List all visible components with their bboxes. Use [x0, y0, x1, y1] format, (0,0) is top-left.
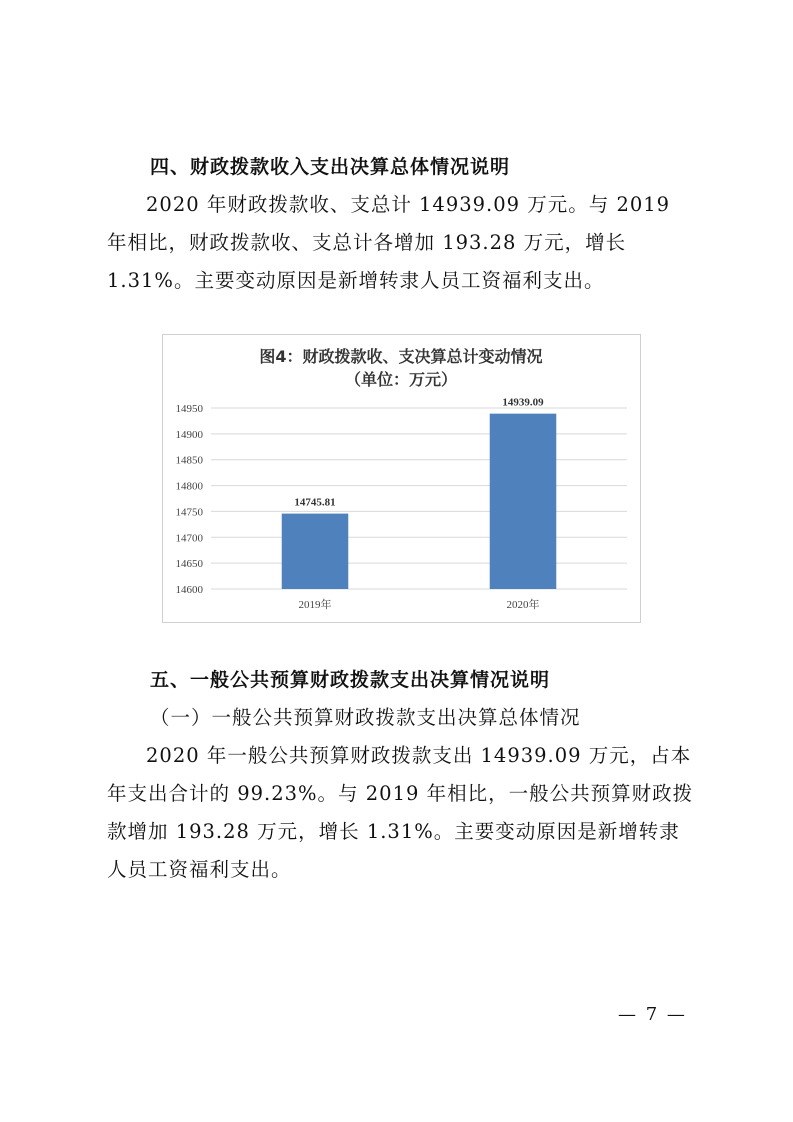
section5-heading: 五、一般公共预算财政拨款支出决算情况说明 [150, 669, 551, 691]
y-tick-label: 14600 [175, 584, 203, 596]
x-tick-label: 2019年 [298, 599, 332, 611]
bar-chart [163, 335, 640, 622]
y-tick-label: 14950 [175, 403, 203, 415]
y-tick-label: 14700 [175, 532, 203, 545]
data-label: 14939.09 [502, 396, 544, 409]
section4-paragraph: 2020 年财政拨款收、支总计 14939.09 万元。与 2019 年相比，财政拨款收、支总计各增加 193.28 万元，增长 1.31%。主要变动原因是新增转隶人员工资福利支出。 [107, 193, 671, 292]
section5-paragraph: 2020 年一般公共预算财政拨款支出 14939.09 万元，占本年支出合计的 99.23%。与 2019 年相比，一般公共预算财政拨款增加 193.28 万元，增长 1.31%。主要变动原因是新增转隶人员工资福利支出。 [107, 744, 694, 881]
x-tick-label: 2020年 [506, 599, 540, 611]
y-tick-label: 14750 [175, 506, 203, 519]
chart-title: 图4：财政拨款收、支决算总计变动情况 [259, 347, 543, 366]
chart-subtitle: （单位：万元） [344, 370, 458, 389]
y-tick-label: 14800 [175, 480, 203, 493]
page-number: — 7 — [618, 1004, 687, 1025]
chart-container [162, 334, 641, 623]
y-tick-label: 14900 [175, 428, 203, 441]
data-label: 14745.81 [294, 496, 336, 509]
section5-subheading: （一）一般公共预算财政拨款支出决算总体情况 [150, 706, 581, 729]
y-tick-label: 14850 [175, 454, 203, 467]
bar [282, 514, 349, 589]
bar [490, 414, 557, 589]
y-tick-label: 14650 [175, 558, 203, 571]
section4-heading: 四、财政拨款收入支出决算总体情况说明 [150, 156, 511, 178]
